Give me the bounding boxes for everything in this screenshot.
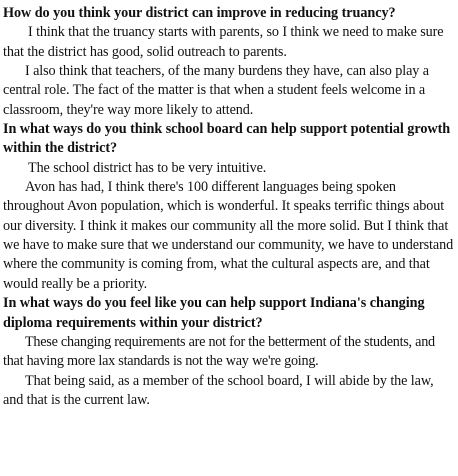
qa-section-diploma <box>3 294 455 410</box>
answer-paragraph: That being said, as a member of the school board, I will abide by the law, and that is the current law. <box>3 372 434 408</box>
question-heading: In what ways do you feel like you can help support Indiana's changing diploma requirements within your district? <box>3 295 425 331</box>
answer-paragraph: I think that the truancy starts with parents, so I think we need to make sure that the district has good, solid outreach to parents. <box>3 24 444 60</box>
article-body <box>3 4 455 410</box>
question-heading: How do you think your district can improve in reducing truancy? <box>3 5 396 21</box>
qa-section-truancy <box>3 4 455 120</box>
question-heading: In what ways do you think school board can help support potential growth within the district? <box>3 121 451 157</box>
answer-paragraph: The school district has to be very intuitive. <box>28 159 267 176</box>
answer-paragraph: I also think that teachers, of the many burdens they have, can also play a central role. The fact of the matter is that when a student feels welcome in a classroom, they're way more likely to attend. <box>3 63 429 118</box>
answer-paragraph: Avon has had, I think there's 100 different languages being spoken throughout Avon population, which is wonderful. It speaks terrific things about our diversity. I think it makes our community all the more solid. But I think that we have to make sure that we understand our community, we have to understand where the community is coming from, what the cultural aspects are, and that would really be a priority. <box>3 179 454 292</box>
answer-paragraph: These changing requirements are not for the betterment of the students, and that having more lax standards is not the way we're going. <box>3 333 435 370</box>
qa-section-growth <box>3 120 455 294</box>
